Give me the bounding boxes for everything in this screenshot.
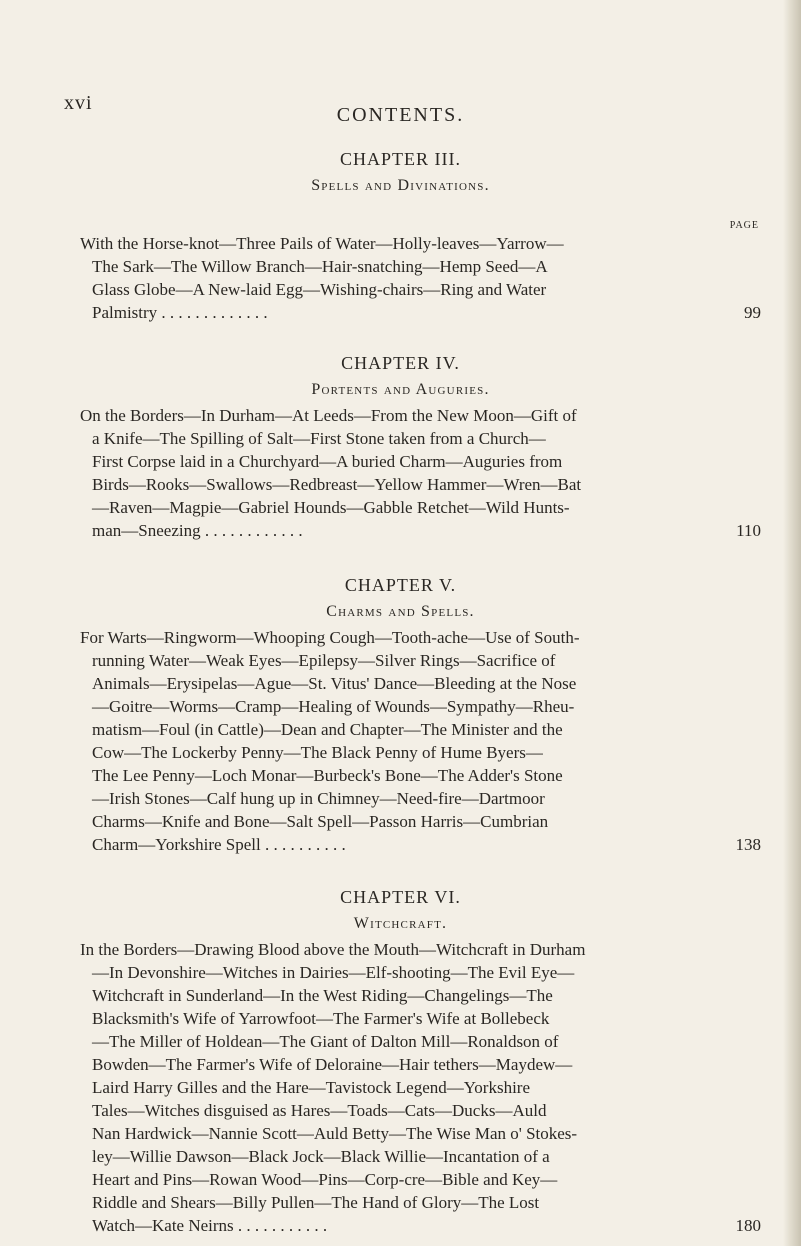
summary-line: Cow—The Lockerby Penny—The Black Penny of Hume Byers—	[92, 743, 543, 762]
summary-line: matism—Foul (in Cattle)—Dean and Chapter—The Minister and the	[92, 720, 563, 739]
summary-line: —Raven—Magpie—Gabriel Hounds—Gabble Retchet—Wild Hunts-	[92, 498, 570, 517]
running-title: CONTENTS.	[336, 104, 465, 126]
summary-line: Tales—Witches disguised as Hares—Toads—Cats—Ducks—Auld	[92, 1101, 547, 1120]
summary-line: —In Devonshire—Witches in Dairies—Elf-shooting—The Evil Eye—	[92, 963, 575, 982]
summary-line: In the Borders—Drawing Blood above the Mouth—Witchcraft in Durham	[80, 940, 586, 959]
chapter-number: CHAPTER IV.	[341, 353, 460, 373]
summary-line: man—Sneezing . . . . . . . . . . . .	[92, 521, 303, 540]
summary-line: Nan Hardwick—Nannie Scott—Auld Betty—The Wise Man o' Stokes-	[92, 1124, 578, 1143]
chapter-number: CHAPTER III.	[340, 149, 461, 169]
page-header	[0, 92, 801, 132]
summary-line: Bowden—The Farmer's Wife of Deloraine—Hair tethers—Maydew—	[92, 1055, 573, 1074]
summary-line: Laird Harry Gilles and the Hare—Tavistock Legend—Yorkshire	[92, 1078, 531, 1097]
page-reference: 110	[736, 521, 761, 540]
page-reference: 99	[744, 303, 761, 322]
summary-line: Witchcraft in Sunderland—In the West Riding—Changelings—The	[92, 986, 553, 1005]
summary-line: Animals—Erysipelas—Ague—St. Vitus' Dance—Bleeding at the Nose	[92, 674, 577, 693]
chapter-summary	[80, 626, 692, 856]
summary-line: Glass Globe—A New-laid Egg—Wishing-chairs—Ring and Water	[92, 280, 547, 299]
summary-line: Heart and Pins—Rowan Wood—Pins—Corp-cre—Bible and Key—	[92, 1170, 558, 1189]
chapter-title: Witchcraft.	[353, 915, 448, 932]
chapter-title: Spells and Divinations.	[311, 177, 490, 194]
page-reference: 180	[735, 1216, 761, 1235]
summary-line: Birds—Rooks—Swallows—Redbreast—Yellow Hammer—Wren—Bat	[92, 475, 582, 494]
summary-line: On the Borders—In Durham—At Leeds—From the New Moon—Gift of	[80, 406, 577, 425]
chapter-number: CHAPTER VI.	[340, 887, 461, 907]
chapter-summary	[80, 938, 692, 1237]
chapter-heading	[0, 886, 801, 934]
summary-line: For Warts—Ringworm—Whooping Cough—Tooth-ache—Use of South-	[80, 628, 580, 647]
page-reference: 138	[735, 835, 761, 854]
summary-line: Palmistry . . . . . . . . . . . . .	[92, 303, 268, 322]
chapter-title: Charms and Spells.	[326, 603, 475, 620]
summary-line: Watch—Kate Neirns . . . . . . . . . . .	[92, 1216, 328, 1235]
chapter-title: Portents and Auguries.	[311, 381, 490, 398]
summary-line: —Irish Stones—Calf hung up in Chimney—Need-fire—Dartmoor	[92, 789, 545, 808]
summary-line: running Water—Weak Eyes—Epilepsy—Silver Rings—Sacrifice of	[92, 651, 556, 670]
summary-line: —Goitre—Worms—Cramp—Healing of Wounds—Sympathy—Rheu-	[92, 697, 575, 716]
page-column-label: PAGE	[729, 220, 759, 231]
page-number: xvi	[64, 92, 93, 114]
chapter-number: CHAPTER V.	[344, 575, 457, 595]
summary-line: Riddle and Shears—Billy Pullen—The Hand of Glory—The Lost	[92, 1193, 540, 1212]
chapter-heading	[0, 352, 801, 400]
chapter-heading	[0, 148, 801, 196]
summary-line: Blacksmith's Wife of Yarrowfoot—The Farmer's Wife at Bollebeck	[92, 1009, 550, 1028]
summary-line: a Knife—The Spilling of Salt—First Stone taken from a Church—	[92, 429, 546, 448]
summary-line: First Corpse laid in a Churchyard—A buried Charm—Auguries from	[92, 452, 563, 471]
chapter-heading	[0, 574, 801, 622]
summary-line: The Lee Penny—Loch Monar—Burbeck's Bone—The Adder's Stone	[92, 766, 563, 785]
summary-line: The Sark—The Willow Branch—Hair-snatching—Hemp Seed—A	[92, 257, 548, 276]
summary-line: —The Miller of Holdean—The Giant of Dalton Mill—Ronaldson of	[92, 1032, 559, 1051]
chapter-summary	[80, 232, 692, 324]
summary-line: Charms—Knife and Bone—Salt Spell—Passon Harris—Cumbrian	[92, 812, 549, 831]
summary-line: With the Horse-knot—Three Pails of Water—Holly-leaves—Yarrow—	[80, 234, 564, 253]
chapter-summary	[80, 404, 692, 542]
summary-line: Charm—Yorkshire Spell . . . . . . . . . .	[92, 835, 346, 854]
summary-line: ley—Willie Dawson—Black Jock—Black Willie—Incantation of a	[92, 1147, 550, 1166]
